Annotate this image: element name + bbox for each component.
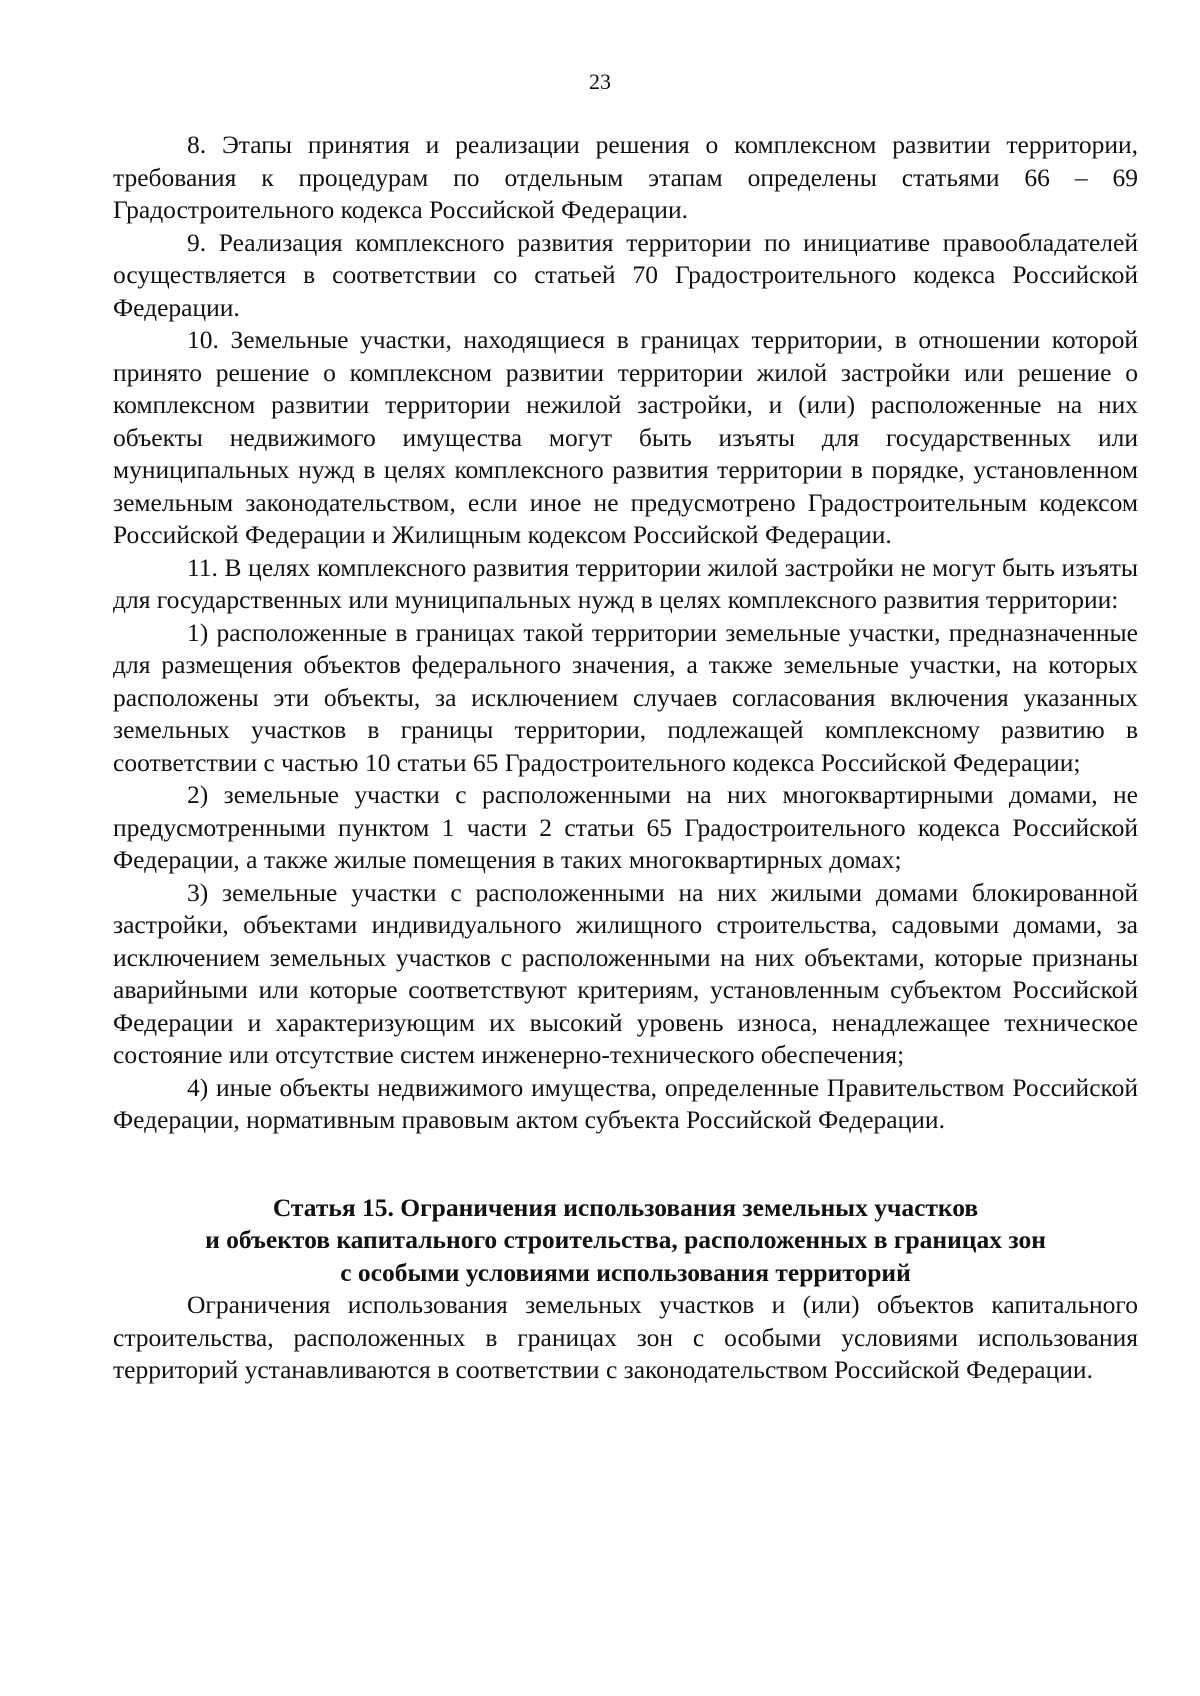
paragraph-item-9: 9. Реализация комплексного развития территории по инициативе правообладателей осуществляется в соответствии со статьей 70 Градостроительного кодекса Российской Федерации. <box>113 227 1138 322</box>
document-body <box>113 129 1138 1387</box>
paragraph-item-11: 11. В целях комплексного развития территории жилой застройки не могут быть изъяты для государственных или муниципальных нужд в целях комплексного развития территории: <box>113 552 1138 614</box>
article-heading-line: с особыми условиями использования территорий <box>340 1257 911 1287</box>
subparagraph-3: 3) земельные участки с расположенными на них жилыми домами блокированной застройки, объектами индивидуального жилищного строительства, садовыми домами, за исключением земельных участков с расположенными на них объектами, которые признаны аварийными или которые соответствуют критериям, установленным субъектом Российской Федерации и характеризующим их высокий уровень износа, ненадлежащее техническое состояние или отсутствие систем инженерно-технического обеспечения; <box>113 877 1138 1069</box>
subparagraph-1: 1) расположенные в границах такой территории земельные участки, предназначенные для размещения объектов федерального значения, а также земельные участки, на которых расположены эти объекты, за исключением случаев согласования включения указанных земельных участков в границы территории, подлежащей комплексному развитию в соответствии с частью 10 статьи 65 Градостроительного кодекса Российской Федерации; <box>113 617 1138 777</box>
article-heading-line: Статья 15. Ограничения использования земельных участков <box>272 1192 979 1222</box>
article-heading <box>113 1192 1138 1290</box>
subparagraph-2: 2) земельные участки с расположенными на них многоквартирными домами, не предусмотренными пунктом 1 части 2 статьи 65 Градостроительного кодекса Российской Федерации, а также жилые помещения в таких многоквартирных домах; <box>113 780 1138 874</box>
paragraph-item-8: 8. Этапы принятия и реализации решения о комплексном развитии территории, требования к процедурам по отдельным этапам определены статьями 66 – 69 Градостроительного кодекса Российской Федерации. <box>113 130 1138 224</box>
page-number: 23 <box>589 69 611 94</box>
paragraph-item-10: 10. Земельные участки, находящиеся в границах территории, в отношении которой принято решение о комплексном развитии территории жилой застройки или решение о комплексном развитии территории нежилой застройки, и (или) расположенные на них объекты недвижимого имущества могут быть изъяты для государственных или муниципальных нужд в целях комплексного развития территории в порядке, установленном земельным законодательством, если иное не предусмотрено Градостроительным кодексом Российской Федерации и Жилищным кодексом Российской Федерации. <box>113 325 1138 549</box>
article-heading-line: и объектов капитального строительства, расположенных в границах зон <box>205 1225 1046 1254</box>
article-paragraph: Ограничения использования земельных участков и (или) объектов капитального строительства, расположенных в границах зон с особыми условиями использования территорий устанавливаются в соответствии с законодательством Российской Федерации. <box>113 1290 1138 1384</box>
subparagraph-4: 4) иные объекты недвижимого имущества, определенные Правительством Российской Федерации, нормативным правовым актом субъекта Российской Федерации. <box>113 1072 1138 1134</box>
